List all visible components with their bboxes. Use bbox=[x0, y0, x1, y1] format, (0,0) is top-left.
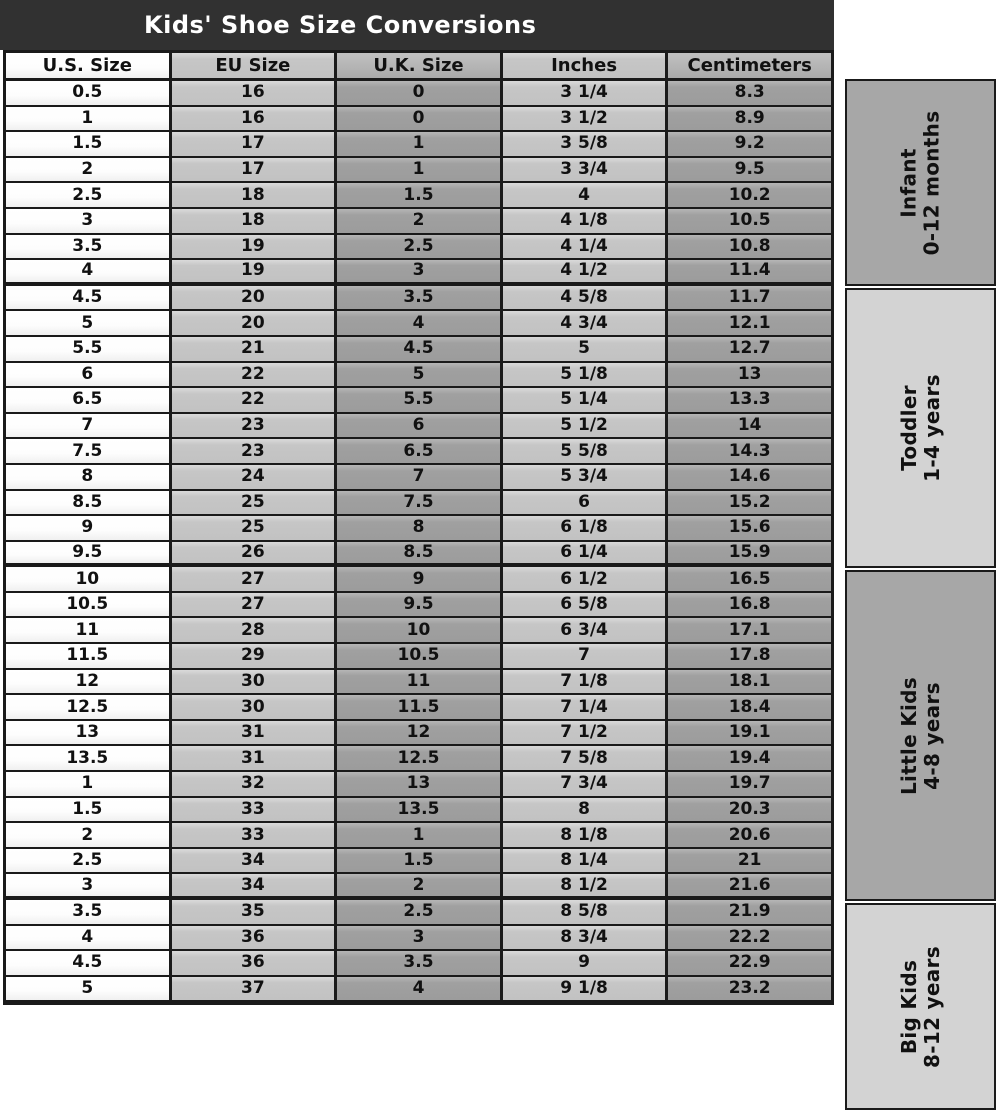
table-row bbox=[6, 337, 831, 363]
table-cell: 8.5 bbox=[6, 491, 169, 515]
table-row bbox=[6, 798, 831, 824]
table-cell: 1 bbox=[334, 132, 500, 156]
table-rows bbox=[6, 81, 831, 1002]
table-cell: 11.7 bbox=[665, 286, 831, 310]
table-row bbox=[6, 465, 831, 491]
table-cell: 33 bbox=[169, 798, 335, 822]
table-cell: 27 bbox=[169, 567, 335, 591]
table-cell: 10.8 bbox=[665, 235, 831, 259]
table-cell: 7 3/4 bbox=[500, 772, 666, 796]
table-row bbox=[6, 107, 831, 133]
table-cell: 5 1/8 bbox=[500, 363, 666, 387]
table-row bbox=[6, 183, 831, 209]
table-row bbox=[6, 823, 831, 849]
table-cell: 9.5 bbox=[665, 158, 831, 182]
table-cell: 1.5 bbox=[6, 132, 169, 156]
table-cell: 2.5 bbox=[6, 849, 169, 873]
table-row bbox=[6, 695, 831, 721]
table-cell: 19.4 bbox=[665, 746, 831, 770]
table-cell: 13 bbox=[6, 721, 169, 745]
table-cell: 11 bbox=[6, 618, 169, 642]
table-row bbox=[6, 900, 831, 926]
table-cell: 4 bbox=[6, 926, 169, 950]
table-cell: 8 1/8 bbox=[500, 823, 666, 847]
table-cell: 13 bbox=[665, 363, 831, 387]
table-row bbox=[6, 977, 831, 1003]
table-row bbox=[6, 567, 831, 593]
table-cell: 17 bbox=[169, 132, 335, 156]
table-row bbox=[6, 132, 831, 158]
table-cell: 8.3 bbox=[665, 81, 831, 105]
table-row bbox=[6, 874, 831, 900]
table-cell: 5 1/2 bbox=[500, 414, 666, 438]
table-cell: 3 bbox=[334, 260, 500, 282]
table-cell: 18 bbox=[169, 209, 335, 233]
table-cell: 3.5 bbox=[6, 900, 169, 924]
table-cell: 14.6 bbox=[665, 465, 831, 489]
table-cell: 5 bbox=[334, 363, 500, 387]
table-cell: 1 bbox=[334, 158, 500, 182]
table-cell: 7.5 bbox=[6, 439, 169, 463]
table-cell: 9 bbox=[500, 951, 666, 975]
table-cell: 4 1/2 bbox=[500, 260, 666, 282]
table-cell: 14 bbox=[665, 414, 831, 438]
age-group-range: 4-8 years bbox=[919, 681, 944, 790]
table-cell: 5 5/8 bbox=[500, 439, 666, 463]
column-header: U.K. Size bbox=[334, 53, 500, 78]
table-cell: 22 bbox=[169, 388, 335, 412]
table-cell: 12.5 bbox=[6, 695, 169, 719]
table-cell: 2.5 bbox=[334, 235, 500, 259]
table-cell: 17.1 bbox=[665, 618, 831, 642]
table-row bbox=[6, 363, 831, 389]
table-cell: 30 bbox=[169, 670, 335, 694]
age-group-toddler bbox=[845, 288, 996, 568]
table-cell: 7 1/4 bbox=[500, 695, 666, 719]
table-cell: 13.3 bbox=[665, 388, 831, 412]
table-cell: 6 bbox=[334, 414, 500, 438]
age-group-big-kids bbox=[845, 903, 996, 1110]
age-group-range: 0-12 months bbox=[919, 110, 944, 255]
age-group-name: Infant bbox=[896, 147, 921, 218]
table-cell: 9 bbox=[6, 516, 169, 540]
table-cell: 34 bbox=[169, 849, 335, 873]
table-cell: 1.5 bbox=[334, 183, 500, 207]
table-cell: 3.5 bbox=[334, 286, 500, 310]
table-cell: 1 bbox=[6, 772, 169, 796]
table-row bbox=[6, 951, 831, 977]
table-cell: 25 bbox=[169, 516, 335, 540]
table-cell: 23.2 bbox=[665, 977, 831, 1001]
table-row bbox=[6, 926, 831, 952]
table-row bbox=[6, 439, 831, 465]
table-cell: 13.5 bbox=[334, 798, 500, 822]
table-row bbox=[6, 414, 831, 440]
table-cell: 3 5/8 bbox=[500, 132, 666, 156]
table-cell: 26 bbox=[169, 542, 335, 564]
table-cell: 21.6 bbox=[665, 874, 831, 896]
table-cell: 1.5 bbox=[6, 798, 169, 822]
table-cell: 1.5 bbox=[334, 849, 500, 873]
table-cell: 4 1/8 bbox=[500, 209, 666, 233]
table-cell: 23 bbox=[169, 439, 335, 463]
table-cell: 37 bbox=[169, 977, 335, 1001]
table-cell: 36 bbox=[169, 926, 335, 950]
conversion-table bbox=[3, 50, 834, 1005]
table-cell: 3 1/2 bbox=[500, 107, 666, 131]
table-cell: 4 3/4 bbox=[500, 311, 666, 335]
table-row bbox=[6, 644, 831, 670]
table-cell: 4 5/8 bbox=[500, 286, 666, 310]
table-cell: 21 bbox=[665, 849, 831, 873]
table-row bbox=[6, 260, 831, 286]
age-group-name: Toddler bbox=[896, 385, 921, 471]
table-cell: 35 bbox=[169, 900, 335, 924]
table-cell: 17.8 bbox=[665, 644, 831, 668]
table-cell: 9.5 bbox=[6, 542, 169, 564]
table-cell: 9.5 bbox=[334, 593, 500, 617]
table-cell: 12.1 bbox=[665, 311, 831, 335]
table-cell: 0 bbox=[334, 107, 500, 131]
table-cell: 8 bbox=[334, 516, 500, 540]
table-cell: 28 bbox=[169, 618, 335, 642]
table-cell: 21.9 bbox=[665, 900, 831, 924]
column-header: Centimeters bbox=[665, 53, 831, 78]
table-cell: 9.2 bbox=[665, 132, 831, 156]
table-cell: 21 bbox=[169, 337, 335, 361]
table-cell: 3 bbox=[6, 874, 169, 896]
table-cell: 19 bbox=[169, 260, 335, 282]
table-row bbox=[6, 721, 831, 747]
table-cell: 9 bbox=[334, 567, 500, 591]
table-cell: 17 bbox=[169, 158, 335, 182]
table-row bbox=[6, 491, 831, 517]
table-row bbox=[6, 849, 831, 875]
table-cell: 33 bbox=[169, 823, 335, 847]
table-cell: 34 bbox=[169, 874, 335, 896]
table-row bbox=[6, 209, 831, 235]
table-cell: 4.5 bbox=[6, 951, 169, 975]
table-cell: 8.5 bbox=[334, 542, 500, 564]
table-cell: 0 bbox=[334, 81, 500, 105]
column-header: EU Size bbox=[169, 53, 335, 78]
table-cell: 10.2 bbox=[665, 183, 831, 207]
table-cell: 3 3/4 bbox=[500, 158, 666, 182]
table-cell: 13.5 bbox=[6, 746, 169, 770]
table-cell: 12 bbox=[6, 670, 169, 694]
table-cell: 6 bbox=[500, 491, 666, 515]
table-cell: 36 bbox=[169, 951, 335, 975]
table-cell: 11.5 bbox=[334, 695, 500, 719]
age-group-range: 1-4 years bbox=[919, 374, 944, 482]
table-cell: 11 bbox=[334, 670, 500, 694]
table-cell: 10.5 bbox=[6, 593, 169, 617]
table-cell: 12.7 bbox=[665, 337, 831, 361]
table-cell: 29 bbox=[169, 644, 335, 668]
table-cell: 12 bbox=[334, 721, 500, 745]
table-cell: 6 5/8 bbox=[500, 593, 666, 617]
table-cell: 2 bbox=[6, 823, 169, 847]
table-cell: 13 bbox=[334, 772, 500, 796]
table-cell: 16 bbox=[169, 107, 335, 131]
table-row bbox=[6, 516, 831, 542]
table-cell: 18.4 bbox=[665, 695, 831, 719]
table-cell: 7 bbox=[334, 465, 500, 489]
table-cell: 10 bbox=[334, 618, 500, 642]
table-cell: 3 1/4 bbox=[500, 81, 666, 105]
table-cell: 6.5 bbox=[6, 388, 169, 412]
table-cell: 5 bbox=[6, 311, 169, 335]
table-cell: 30 bbox=[169, 695, 335, 719]
table-cell: 8.9 bbox=[665, 107, 831, 131]
table-cell: 14.3 bbox=[665, 439, 831, 463]
table-cell: 2.5 bbox=[334, 900, 500, 924]
table-cell: 4.5 bbox=[334, 337, 500, 361]
table-cell: 8 5/8 bbox=[500, 900, 666, 924]
table-cell: 3.5 bbox=[6, 235, 169, 259]
age-group-name: Little Kids bbox=[896, 676, 921, 795]
table-row bbox=[6, 235, 831, 261]
table-cell: 2 bbox=[334, 874, 500, 896]
table-cell: 4 bbox=[6, 260, 169, 282]
table-cell: 31 bbox=[169, 746, 335, 770]
table-cell: 16.5 bbox=[665, 567, 831, 591]
table-cell: 5 1/4 bbox=[500, 388, 666, 412]
table-cell: 20.3 bbox=[665, 798, 831, 822]
age-group-little-kids bbox=[845, 570, 996, 901]
table-cell: 4 1/4 bbox=[500, 235, 666, 259]
table-row bbox=[6, 158, 831, 184]
table-cell: 25 bbox=[169, 491, 335, 515]
table-cell: 10.5 bbox=[665, 209, 831, 233]
table-cell: 20 bbox=[169, 286, 335, 310]
table-cell: 31 bbox=[169, 721, 335, 745]
table-cell: 27 bbox=[169, 593, 335, 617]
table-cell: 5 bbox=[6, 977, 169, 1001]
table-cell: 19.7 bbox=[665, 772, 831, 796]
table-cell: 20.6 bbox=[665, 823, 831, 847]
table-cell: 2 bbox=[334, 209, 500, 233]
table-cell: 7 bbox=[500, 644, 666, 668]
table-cell: 8 3/4 bbox=[500, 926, 666, 950]
table-cell: 2 bbox=[6, 158, 169, 182]
table-cell: 4.5 bbox=[6, 286, 169, 310]
table-cell: 5 bbox=[500, 337, 666, 361]
page-title: Kids' Shoe Size Conversions bbox=[144, 11, 537, 39]
table-cell: 19.1 bbox=[665, 721, 831, 745]
table-cell: 2.5 bbox=[6, 183, 169, 207]
table-cell: 7 1/2 bbox=[500, 721, 666, 745]
table-cell: 8 bbox=[6, 465, 169, 489]
age-group-label bbox=[897, 946, 943, 1068]
age-group-range: 8-12 years bbox=[919, 945, 944, 1068]
table-cell: 8 1/4 bbox=[500, 849, 666, 873]
table-row bbox=[6, 81, 831, 107]
table-cell: 12.5 bbox=[334, 746, 500, 770]
table-cell: 6 1/8 bbox=[500, 516, 666, 540]
table-cell: 5.5 bbox=[6, 337, 169, 361]
table-cell: 11.5 bbox=[6, 644, 169, 668]
table-row bbox=[6, 311, 831, 337]
column-header: Inches bbox=[500, 53, 666, 78]
table-cell: 7.5 bbox=[334, 491, 500, 515]
table-cell: 24 bbox=[169, 465, 335, 489]
table-cell: 1 bbox=[6, 107, 169, 131]
table-row bbox=[6, 618, 831, 644]
table-row bbox=[6, 388, 831, 414]
table-cell: 4 bbox=[500, 183, 666, 207]
table-cell: 15.6 bbox=[665, 516, 831, 540]
table-cell: 7 5/8 bbox=[500, 746, 666, 770]
table-cell: 22.9 bbox=[665, 951, 831, 975]
table-cell: 5.5 bbox=[334, 388, 500, 412]
table-cell: 1 bbox=[334, 823, 500, 847]
age-group-label bbox=[898, 110, 944, 255]
table-cell: 4 bbox=[334, 311, 500, 335]
age-group-label bbox=[897, 374, 943, 482]
table-cell: 9 1/8 bbox=[500, 977, 666, 1001]
table-cell: 15.2 bbox=[665, 491, 831, 515]
table-cell: 23 bbox=[169, 414, 335, 438]
table-cell: 19 bbox=[169, 235, 335, 259]
table-cell: 3 bbox=[334, 926, 500, 950]
table-cell: 18.1 bbox=[665, 670, 831, 694]
age-group-name: Big Kids bbox=[896, 959, 921, 1054]
table-cell: 22 bbox=[169, 363, 335, 387]
table-cell: 8 bbox=[500, 798, 666, 822]
table-cell: 6.5 bbox=[334, 439, 500, 463]
table-row bbox=[6, 286, 831, 312]
age-group-label bbox=[897, 677, 943, 795]
table-cell: 16 bbox=[169, 81, 335, 105]
table-cell: 11.4 bbox=[665, 260, 831, 282]
table-cell: 6 1/2 bbox=[500, 567, 666, 591]
table-cell: 3 bbox=[6, 209, 169, 233]
table-row bbox=[6, 593, 831, 619]
table-cell: 3.5 bbox=[334, 951, 500, 975]
table-cell: 4 bbox=[334, 977, 500, 1001]
title-bar bbox=[0, 0, 834, 50]
table-cell: 15.9 bbox=[665, 542, 831, 564]
table-cell: 7 bbox=[6, 414, 169, 438]
table-header-row bbox=[6, 53, 831, 81]
table-cell: 6 3/4 bbox=[500, 618, 666, 642]
table-cell: 20 bbox=[169, 311, 335, 335]
table-cell: 22.2 bbox=[665, 926, 831, 950]
table-cell: 0.5 bbox=[6, 81, 169, 105]
table-cell: 16.8 bbox=[665, 593, 831, 617]
table-cell: 32 bbox=[169, 772, 335, 796]
table-cell: 18 bbox=[169, 183, 335, 207]
table-row bbox=[6, 542, 831, 568]
table-cell: 7 1/8 bbox=[500, 670, 666, 694]
column-header: U.S. Size bbox=[6, 53, 169, 78]
table-row bbox=[6, 772, 831, 798]
table-cell: 10 bbox=[6, 567, 169, 591]
age-group-infant bbox=[845, 79, 996, 286]
table-row bbox=[6, 746, 831, 772]
table-cell: 10.5 bbox=[334, 644, 500, 668]
table-cell: 8 1/2 bbox=[500, 874, 666, 896]
table-row bbox=[6, 670, 831, 696]
table-cell: 6 bbox=[6, 363, 169, 387]
table-cell: 5 3/4 bbox=[500, 465, 666, 489]
table-cell: 6 1/4 bbox=[500, 542, 666, 564]
